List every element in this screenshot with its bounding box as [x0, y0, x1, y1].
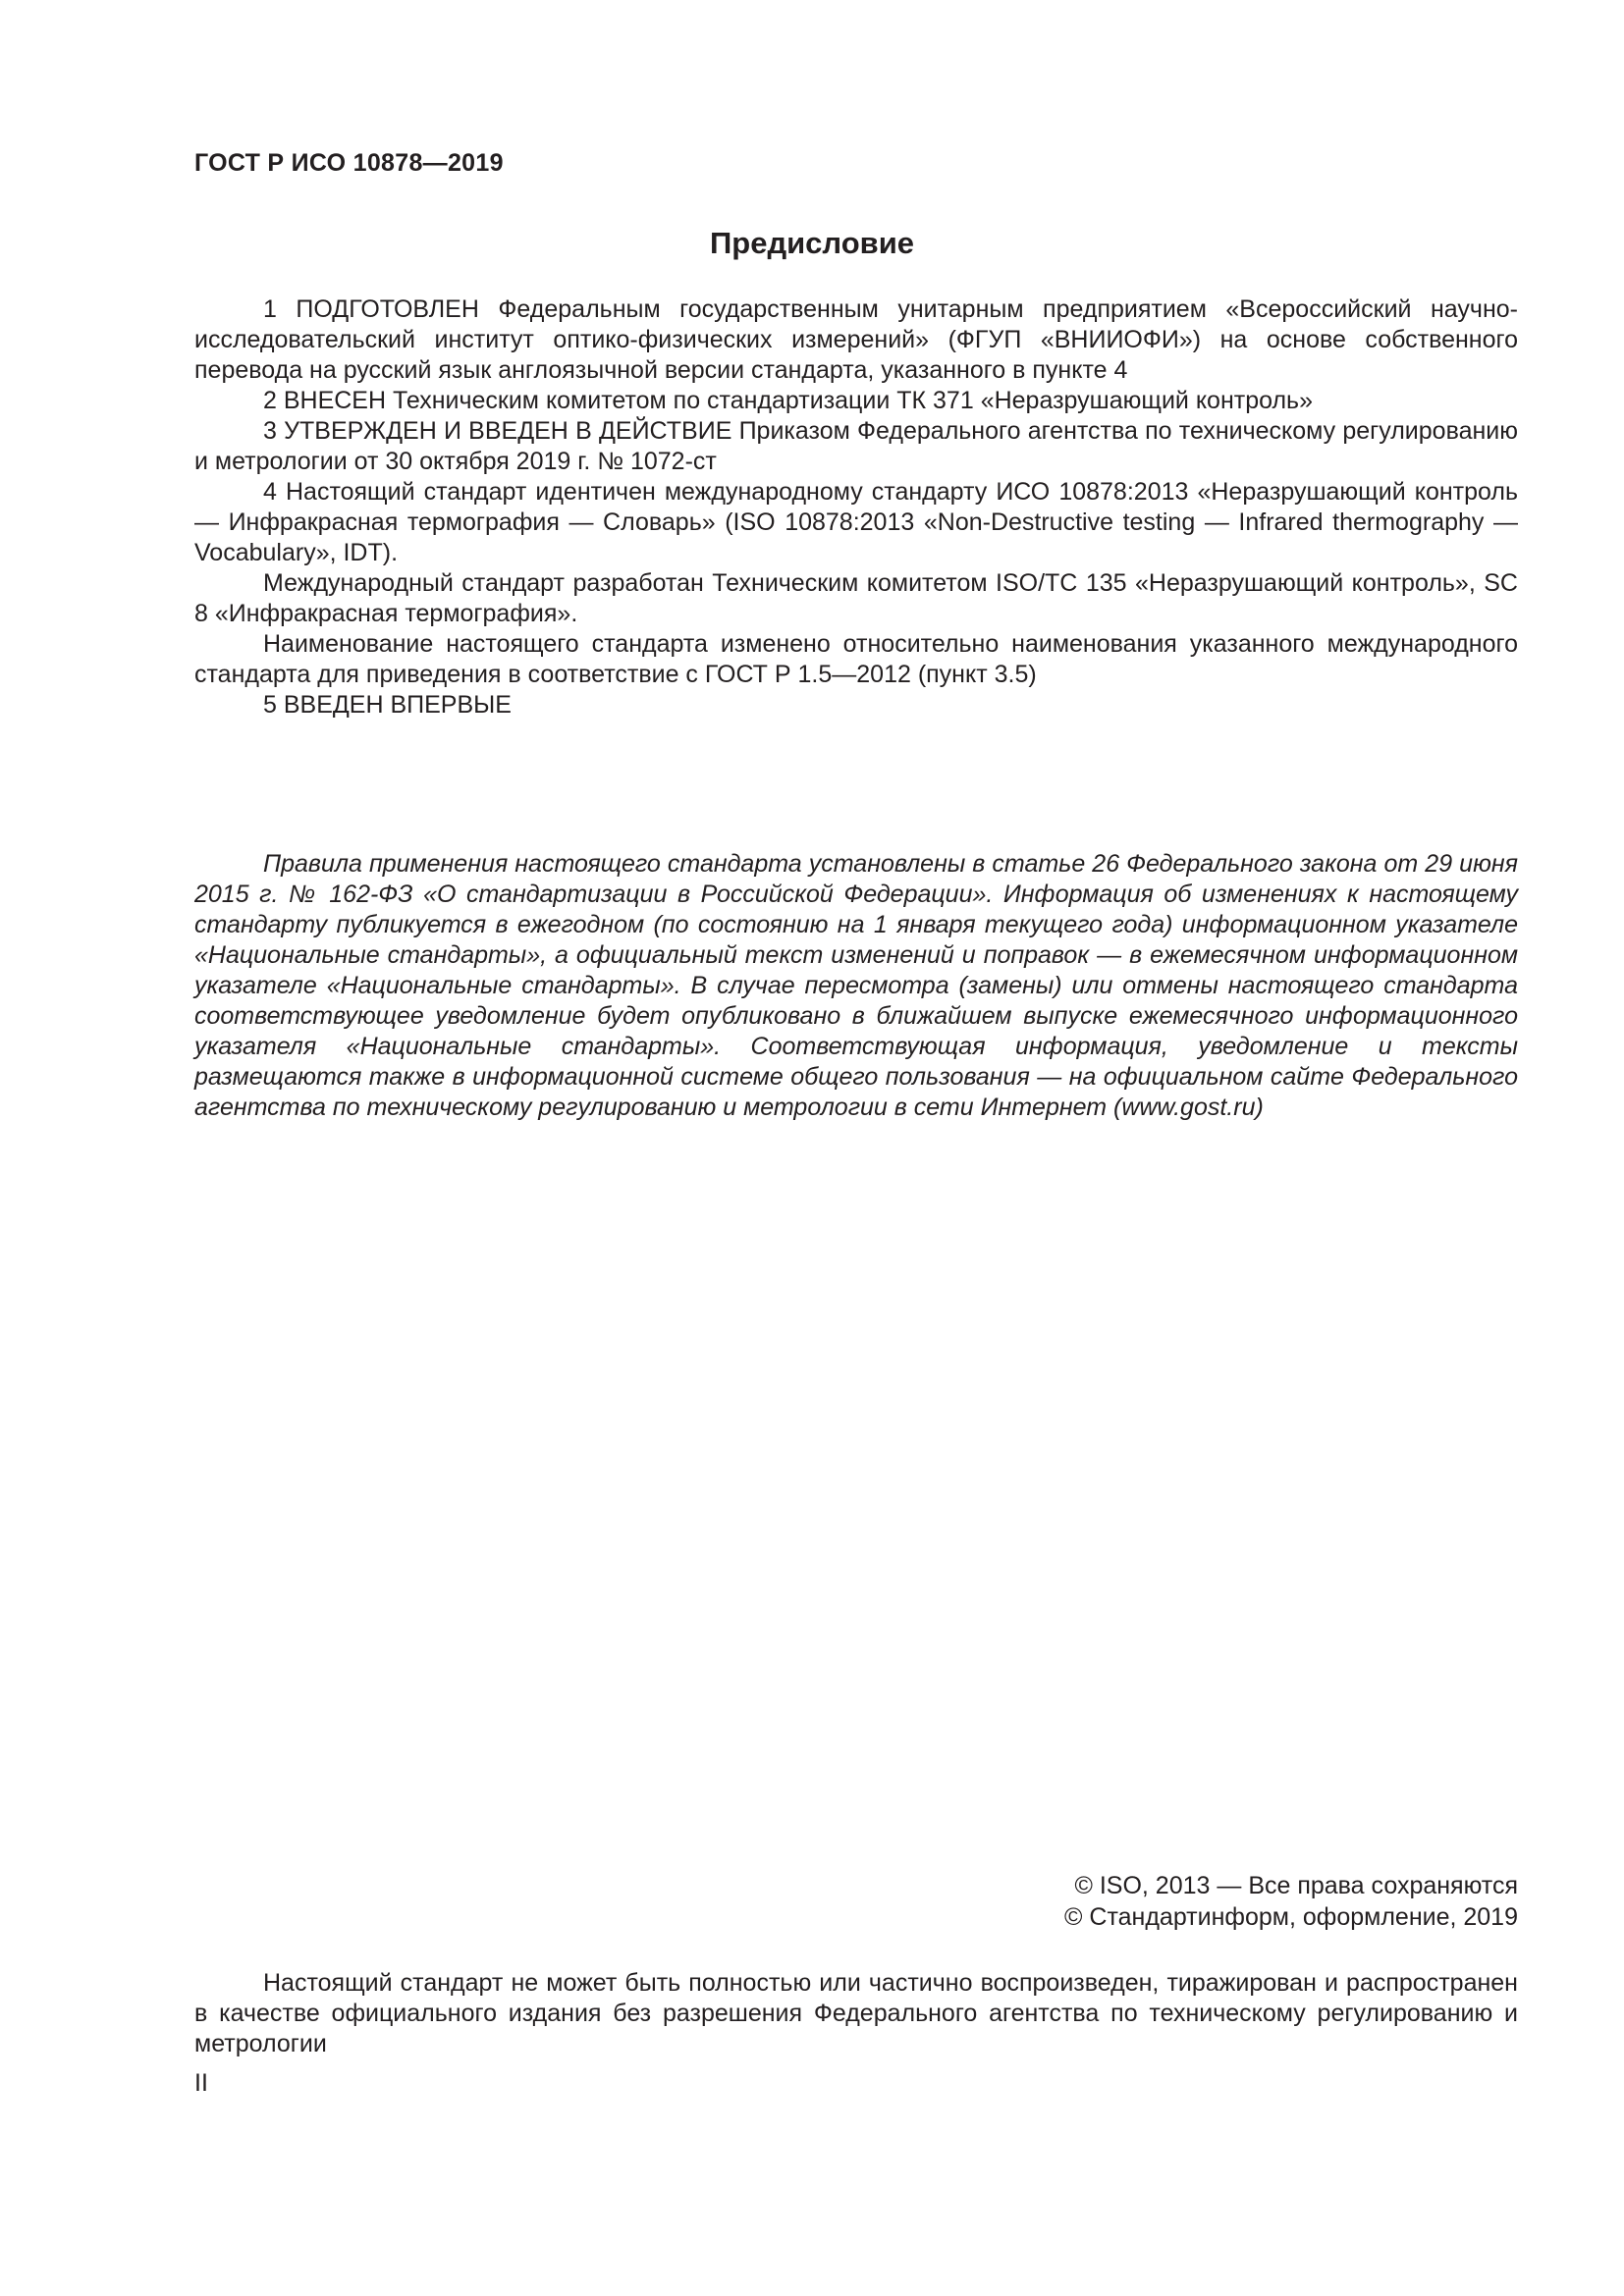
page-title: Предисловие — [709, 226, 914, 260]
preface-item-4-developer: Международный стандарт разработан Техническим комитетом ISO/TC 135 «Неразрушающий контроль», SC 8 «Инфракрасная термография». — [194, 569, 1518, 627]
preface-section — [194, 294, 1518, 721]
copyright-iso: © ISO, 2013 — Все права сохраняются — [1074, 1872, 1518, 1899]
preface-item-4: 4 Настоящий стандарт идентичен международному стандарту ИСО 10878:2013 «Неразрушающий контроль — Инфракрасная термография — Словарь» (ISO 10878:2013 «Non-Destructive testing — Infrared thermography — Vocabulary», IDT). — [194, 478, 1518, 566]
preface-item-5: 5 ВВЕДЕН ВПЕРВЫЕ — [263, 691, 512, 719]
reproduction-notice: Настоящий стандарт не может быть полностью или частично воспроизведен, тиражирован и распространен в качестве официального издания без разрешения Федерального агентства по техническому регулированию и метрологии — [194, 1969, 1518, 2057]
preface-item-2: 2 ВНЕСЕН Техническим комитетом по стандартизации ТК 371 «Неразрушающий контроль» — [263, 387, 1313, 414]
page-number: II — [194, 2069, 208, 2097]
copyright-block — [1064, 1870, 1518, 1933]
copyright-standartinform: © Стандартинформ, оформление, 2019 — [1064, 1903, 1518, 1931]
preface-item-3: 3 УТВЕРЖДЕН И ВВЕДЕН В ДЕЙСТВИЕ Приказом Федерального агентства по техническому регулированию и метрологии от 30 октября 2019 г. № 1072-ст — [194, 417, 1518, 475]
preface-item-1: 1 ПОДГОТОВЛЕН Федеральным государственным унитарным предприятием «Всероссийский научно-исследовательский институт оптико-физических измерений» (ФГУП «ВНИИОФИ») на основе собственного перевода на русский язык англоязычной версии стандарта, указанного в пункте 4 — [194, 295, 1518, 384]
preface-item-4-name-change: Наименование настоящего стандарта изменено относительно наименования указанного международного стандарта для приведения в соответствие с ГОСТ Р 1.5—2012 (пункт 3.5) — [194, 630, 1518, 688]
application-rules-notice: Правила применения настоящего стандарта установлены в статье 26 Федерального закона от 29 июня 2015 г. № 162-ФЗ «О стандартизации в Российской Федерации». Информация об изменениях к настоящему стандарту публикуется в ежегодном (по состоянию на 1 января текущего года) информационном указателе «Национальные стандарты», а официальный текст изменений и поправок — в ежемесячном информационном указателе «Национальные стандарты». В случае пересмотра (замены) или отмены настоящего стандарта соответствующее уведомление будет опубликовано в ближайшем выпуске ежемесячного информационного указателя «Национальные стандарты». Соответствующая информация, уведомление и тексты размещаются также в информационной системе общего пользования — на официальном сайте Федерального агентства по техническому регулированию и метрологии в сети Интернет (www.gost.ru) — [194, 850, 1518, 1121]
standard-code-header: ГОСТ Р ИСО 10878—2019 — [194, 149, 504, 177]
